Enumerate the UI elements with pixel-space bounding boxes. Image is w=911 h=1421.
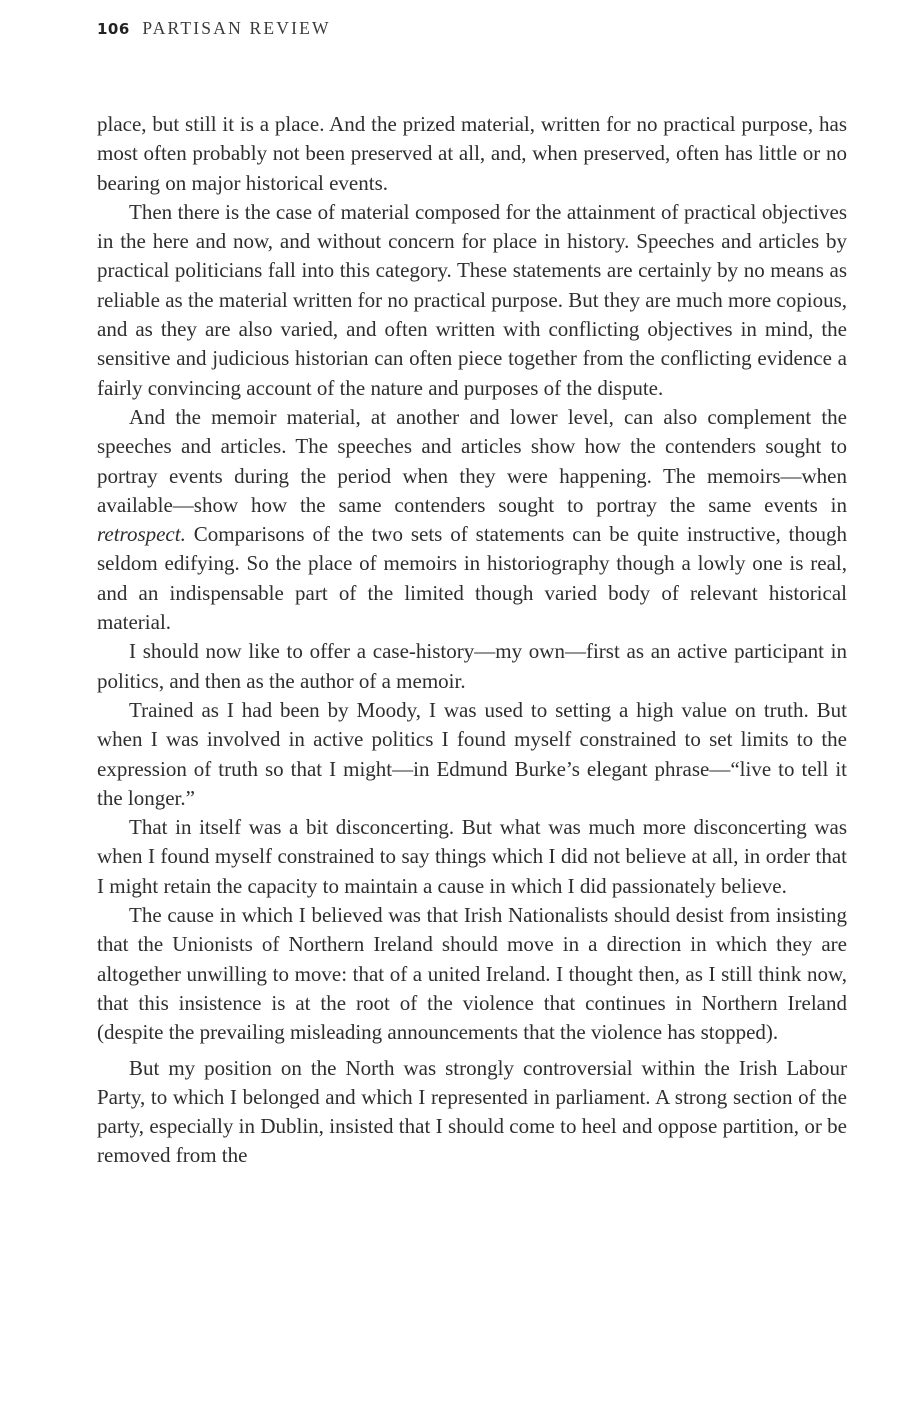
paragraph-4: I should now like to offer a case-history—my own—first as an active participant in politics, and then as the author of a memoir. — [97, 639, 847, 693]
article-body — [97, 110, 847, 1171]
running-head — [97, 18, 331, 39]
italic-retrospect: retrospect. — [97, 522, 186, 547]
journal-title: PARTISAN REVIEW — [142, 18, 331, 38]
paragraph-2: Then there is the case of material composed for the attainment of practical objectives in the here and now, and without concern for place in history. Speeches and articles by practical politicians fall into this category. These statements are certainly by no means as reliable as the material written for no practical purpose. But they are much more copious, and as they are also varied, and often written with conflicting objectives in mind, the sensitive and judicious historian can often piece together from the conflicting evidence a fairly convincing account of the nature and purposes of the dispute. — [97, 199, 847, 400]
paragraph-8: But my position on the North was strongly controversial within the Irish Labour Party, to which I belonged and which I represented in parliament. A strong section of the party, especially in Dublin, insisted that I should come to heel and oppose partition, or be removed from the — [97, 1055, 847, 1168]
page-number: 106 — [97, 20, 130, 38]
paragraph-6: That in itself was a bit disconcerting. But what was much more disconcerting was when I found myself constrained to say things which I did not believe at all, in order that I might retain the capacity to maintain a cause in which I did passionately believe. — [97, 815, 847, 898]
paragraph-1: place, but still it is a place. And the prized material, written for no practical purpose, has most often probably not been preserved at all, and, when preserved, often has little or no bearing on major historical events. — [97, 112, 847, 195]
paragraph-3: And the memoir material, at another and lower level, can also complement the speeches and articles. The speeches and articles show how the contenders sought to portray events during the period when they were happening. The memoirs—when available—show how the same contenders sought to portray the same events in retrospect. Comparisons of the two sets of statements can be quite instructive, though seldom edifying. So the place of memoirs in historiography though a lowly one is real, and an indispensable part of the limited though varied body of relevant historical material. — [97, 404, 847, 635]
paragraph-7: The cause in which I believed was that Irish Nationalists should desist from insisting that the Unionists of Northern Ireland should move in a direction in which they are altogether unwilling to move: that of a united Ireland. I thought then, as I still think now, that this insistence is at the root of the violence that continues in Northern Ireland (despite the prevailing misleading announcements that the violence has stopped). — [97, 903, 847, 1045]
paragraph-5: Trained as I had been by Moody, I was used to setting a high value on truth. But when I was involved in active politics I found myself constrained to set limits to the expression of truth so that I might—in Edmund Burke’s elegant phrase—“live to tell it the longer.” — [97, 697, 847, 810]
